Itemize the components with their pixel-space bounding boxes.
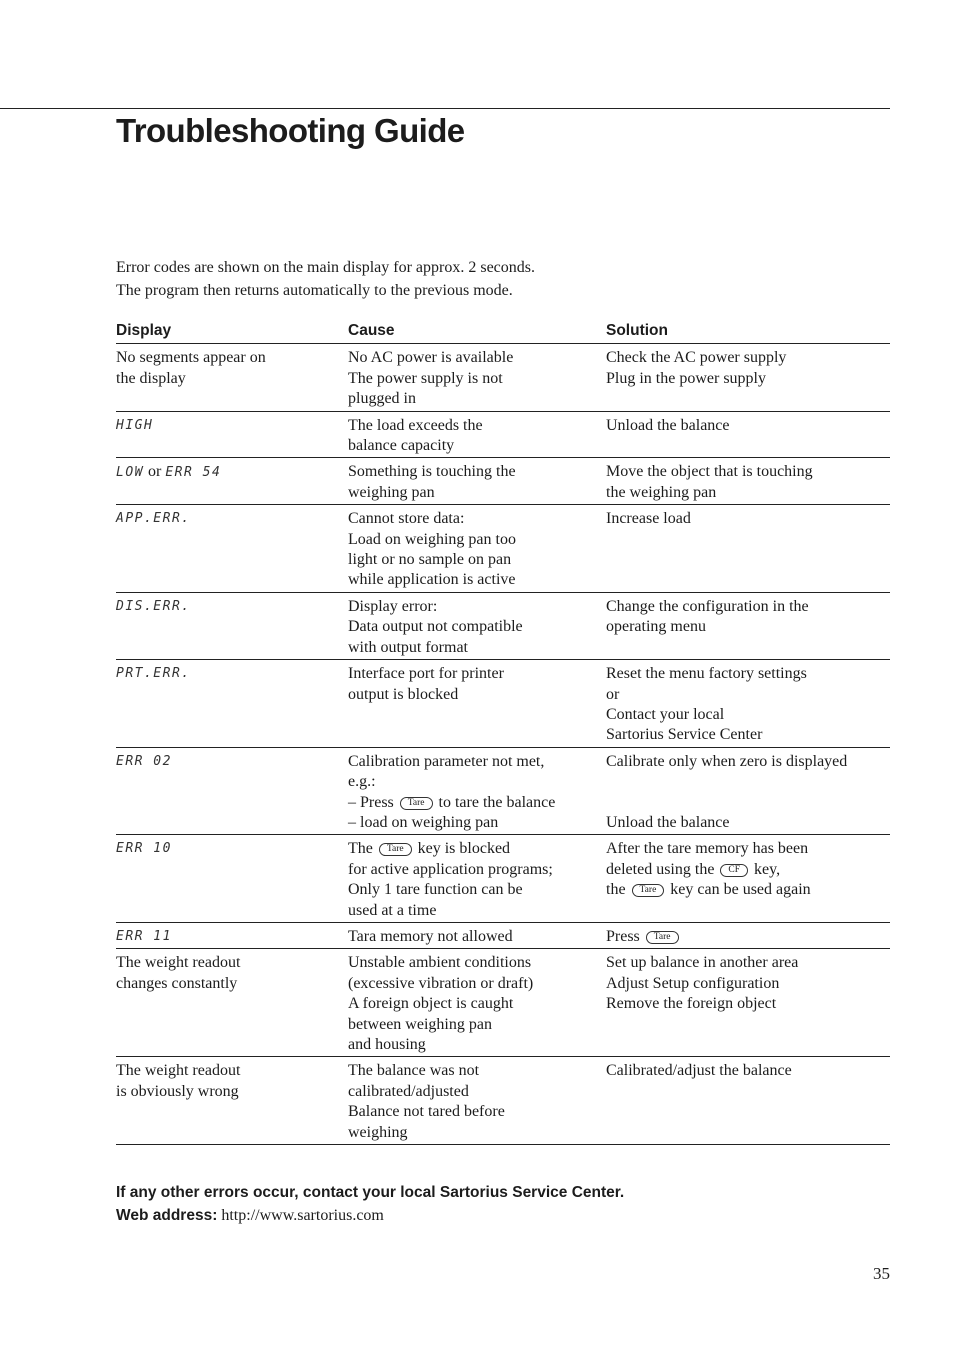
cause-text: Interface port for printer: [348, 665, 504, 683]
display-text: No segments appear on: [116, 349, 266, 367]
display-text: The weight readout: [116, 1062, 241, 1080]
cause-text: Display error:: [348, 597, 438, 615]
solution-text: the: [606, 881, 626, 899]
solution-cell: [606, 1057, 890, 1145]
error-code-low: LOW: [116, 465, 144, 481]
solution-cell: [606, 505, 890, 593]
tare-key-icon: Tare: [400, 797, 433, 810]
solution-text: Calibrate only when zero is displayed: [606, 752, 848, 770]
solution-text: key,: [754, 860, 781, 878]
display-cell: [116, 949, 348, 1057]
cause-text: Unstable ambient conditions: [348, 954, 532, 972]
cause-cell: [348, 949, 606, 1057]
cause-text: Data output not compatible: [348, 618, 523, 636]
cause-text: and housing: [348, 1036, 426, 1053]
cause-text: with output format: [348, 638, 468, 656]
cf-key-icon: CF: [720, 864, 748, 877]
solution-text: deleted using the: [606, 860, 715, 878]
column-header-display: Display: [116, 320, 348, 344]
solution-text: Check the AC power supply: [606, 349, 787, 367]
cause-cell: [348, 747, 606, 835]
table-row: [116, 592, 890, 659]
cause-text: (excessive vibration or draft): [348, 974, 534, 992]
solution-cell: [606, 344, 890, 411]
display-cell: [116, 411, 348, 458]
display-or-text: or: [147, 463, 162, 481]
solution-text: key can be used again: [670, 881, 811, 899]
cause-text: weighing pan: [348, 483, 435, 501]
solution-cell: [606, 660, 890, 748]
column-header-solution: Solution: [606, 320, 890, 344]
cause-text: Cannot store data:: [348, 510, 465, 528]
error-code-err11: ERR 11: [116, 928, 172, 944]
solution-cell: [606, 835, 890, 923]
cause-text: plugged in: [348, 390, 416, 408]
web-address-link[interactable]: http://www.sartorius.com: [221, 1207, 384, 1224]
column-header-cause: Cause: [348, 320, 606, 344]
solution-text: the weighing pan: [606, 483, 717, 501]
cause-text: The balance was not: [348, 1062, 480, 1080]
cause-text: No AC power is available: [348, 349, 514, 367]
solution-cell: [606, 458, 890, 505]
cause-text: output is blocked: [348, 685, 459, 703]
cause-cell: [348, 458, 606, 505]
display-cell: [116, 747, 348, 835]
solution-text: Sartorius Service Center: [606, 726, 763, 744]
solution-cell: [606, 592, 890, 659]
cause-cell: [348, 660, 606, 748]
solution-cell: [606, 747, 890, 835]
error-code-err10: ERR 10: [116, 841, 172, 857]
display-text: changes constantly: [116, 974, 238, 992]
solution-text: Press: [606, 927, 640, 945]
solution-text: Unload the balance: [606, 813, 730, 831]
cause-text: Only 1 tare function can be: [348, 881, 523, 899]
cause-cell: [348, 922, 606, 948]
cause-text: Load on weighing pan too: [348, 530, 516, 548]
web-address-label: Web address:: [116, 1207, 218, 1224]
cause-text: between weighing pan: [348, 1015, 492, 1033]
cause-text: The: [348, 840, 373, 858]
cause-text: A foreign object is caught: [348, 995, 514, 1013]
table-row: [116, 458, 890, 505]
display-cell: [116, 505, 348, 593]
cause-text: The power supply is not: [348, 369, 503, 387]
solution-text: After the tare memory has been: [606, 840, 809, 858]
cause-cell: [348, 592, 606, 659]
table-row: [116, 835, 890, 923]
table-header-row: [116, 320, 890, 344]
table-row: [116, 1057, 890, 1145]
solution-text: Change the configuration in the: [606, 597, 809, 615]
intro-text: [116, 256, 535, 302]
table-row: [116, 505, 890, 593]
cause-text: while application is active: [348, 571, 516, 589]
cause-text: Tara memory not allowed: [348, 927, 513, 945]
solution-text: Unload the balance: [606, 416, 730, 434]
cause-text: balance capacity: [348, 437, 455, 455]
tare-key-icon: Tare: [632, 884, 665, 897]
tare-key-icon: Tare: [646, 931, 679, 944]
solution-cell: [606, 922, 890, 948]
table-row: [116, 660, 890, 748]
table-row: [116, 411, 890, 458]
display-cell: [116, 344, 348, 411]
display-cell: [116, 660, 348, 748]
solution-text: or: [606, 685, 620, 703]
solution-text: Plug in the power supply: [606, 369, 766, 387]
cause-text: Calibration parameter not met,: [348, 752, 545, 770]
cause-cell: [348, 505, 606, 593]
page-number: 35: [873, 1264, 890, 1283]
error-code-prt-err: PRT.ERR.: [116, 666, 191, 682]
intro-line: Error codes are shown on the main display for approx. 2 seconds.: [116, 259, 535, 276]
cause-text: weighing: [348, 1123, 408, 1141]
display-text: is obviously wrong: [116, 1082, 239, 1100]
solution-text: Adjust Setup configuration: [606, 974, 780, 992]
table-row: [116, 747, 890, 835]
cause-text: – load on weighing pan: [348, 813, 499, 831]
display-cell: [116, 458, 348, 505]
cause-text: for active application programs;: [348, 860, 553, 878]
cause-text: Something is touching the: [348, 463, 516, 481]
cause-text: Balance not tared before: [348, 1103, 505, 1121]
cause-text: to tare the balance: [438, 793, 556, 811]
footer: [116, 1181, 624, 1227]
solution-cell: [606, 949, 890, 1057]
cause-cell: [348, 344, 606, 411]
page-title: Troubleshooting Guide: [116, 112, 465, 149]
error-code-err02: ERR 02: [116, 753, 172, 769]
display-cell: [116, 1057, 348, 1145]
display-text: The weight readout: [116, 954, 241, 972]
error-code-dis-err: DIS.ERR.: [116, 598, 191, 614]
cause-cell: [348, 411, 606, 458]
solution-text: Set up balance in another area: [606, 954, 799, 972]
table-row: [116, 344, 890, 411]
solution-text: Increase load: [606, 510, 691, 528]
cause-text: The load exceeds the: [348, 416, 483, 434]
solution-text: operating menu: [606, 618, 706, 636]
intro-line: The program then returns automatically to the previous mode.: [116, 282, 513, 299]
footer-notice: If any other errors occur, contact your local Sartorius Service Center.: [116, 1184, 625, 1201]
solution-text: Move the object that is touching: [606, 463, 813, 481]
solution-cell: [606, 411, 890, 458]
error-code-high: HIGH: [116, 417, 154, 433]
cause-text: calibrated/adjusted: [348, 1082, 469, 1100]
cause-text: e.g.:: [348, 773, 376, 791]
display-cell: [116, 922, 348, 948]
cause-text: – Press: [348, 793, 394, 811]
table-row: [116, 949, 890, 1057]
display-cell: [116, 835, 348, 923]
cause-cell: [348, 835, 606, 923]
tare-key-icon: Tare: [379, 843, 412, 856]
solution-text: Remove the foreign object: [606, 995, 777, 1013]
cause-text: key is blocked: [417, 840, 511, 858]
cause-text: used at a time: [348, 901, 437, 919]
table-row: [116, 922, 890, 948]
error-code-app-err: APP.ERR.: [116, 511, 191, 527]
display-cell: [116, 592, 348, 659]
solution-text: Calibrated/adjust the balance: [606, 1062, 792, 1080]
solution-text: Contact your local: [606, 705, 725, 723]
display-text: the display: [116, 369, 186, 387]
cause-cell: [348, 1057, 606, 1145]
footer-web: [116, 1204, 624, 1227]
cause-text: light or no sample on pan: [348, 551, 512, 569]
error-code-err54: ERR 54: [165, 465, 222, 481]
solution-text: Reset the menu factory settings: [606, 665, 807, 683]
troubleshooting-table: [116, 320, 890, 1145]
